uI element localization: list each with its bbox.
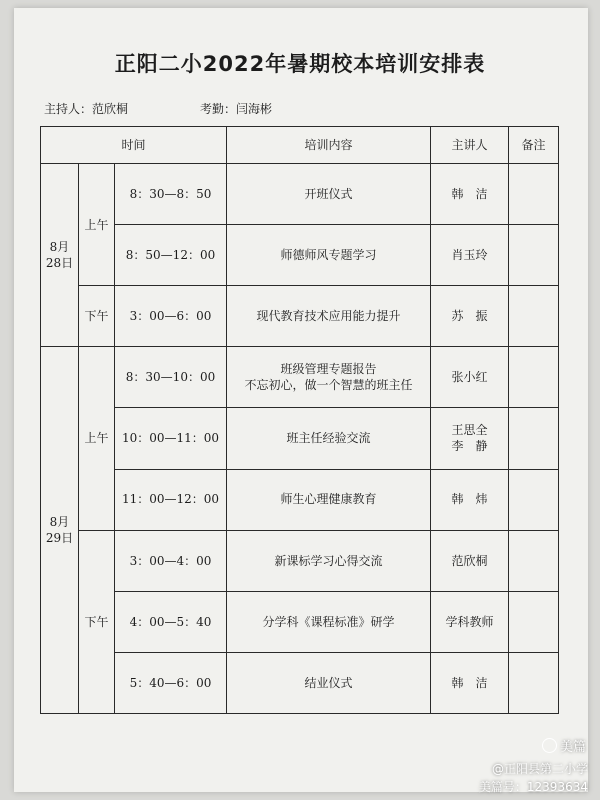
host-label: 主持人：范欣桐: [44, 102, 129, 116]
time-text: 10：00—11：00: [121, 431, 220, 446]
time-text: 8：30—8：50: [129, 187, 212, 202]
time-cell: [115, 164, 227, 225]
speaker-text: 韩 炜: [451, 492, 488, 507]
content-cell: [227, 164, 431, 225]
notes-cell: [509, 652, 559, 713]
period-cell: 下午: [79, 530, 115, 713]
time-cell: [115, 347, 227, 408]
time-text: 3：00—4：00: [129, 553, 212, 568]
content-text: 师德师风专题学习: [280, 248, 377, 263]
header-speaker: 主讲人: [431, 127, 509, 164]
time-text: 11：00—12：00: [121, 492, 220, 507]
time-cell: [115, 591, 227, 652]
date-cell: [41, 164, 79, 347]
content-cell: [227, 591, 431, 652]
speaker-text: 范欣桐: [451, 553, 488, 568]
speaker-text: 韩 洁: [451, 675, 488, 690]
time-cell: [115, 469, 227, 530]
speaker-cell: [431, 225, 509, 286]
speaker-cell: [431, 652, 509, 713]
time-text: 3：00—6：00: [129, 309, 212, 324]
header-time: 时间: [41, 127, 227, 164]
content-text: 结业仪式: [304, 675, 353, 690]
table-row: [41, 347, 559, 408]
date-text: 8月 29日: [45, 514, 74, 546]
table-row: [41, 652, 559, 713]
speaker-text: 学科教师: [445, 614, 494, 629]
speaker-cell: [431, 347, 509, 408]
content-cell: [227, 408, 431, 469]
speaker-cell: [431, 591, 509, 652]
page-title: 正阳二小2022年暑期校本培训安排表: [114, 52, 486, 76]
notes-cell: [509, 408, 559, 469]
table-row: [41, 164, 559, 225]
time-text: 8：30—10：00: [125, 370, 216, 385]
notes-cell: [509, 347, 559, 408]
content-cell: [227, 225, 431, 286]
time-cell: [115, 286, 227, 347]
table-row: [41, 286, 559, 347]
content-cell: [227, 469, 431, 530]
notes-cell: [509, 469, 559, 530]
notes-cell: [509, 164, 559, 225]
speaker-cell: [431, 530, 509, 591]
content-text: 班级管理专题报告 不忘初心，做一个智慧的班主任: [244, 362, 413, 393]
header-content: 培训内容: [227, 127, 431, 164]
speaker-cell: [431, 286, 509, 347]
table-row: [41, 530, 559, 591]
date-cell: [41, 347, 79, 714]
content-text: 新课标学习心得交流: [274, 553, 383, 568]
content-text: 分学科《课程标准》研学: [262, 614, 395, 629]
speaker-text: 张小红: [451, 370, 488, 385]
period-cell: 上午: [79, 164, 115, 286]
watermark-number: 美篇号：12393634: [478, 780, 588, 794]
speaker-cell: [431, 164, 509, 225]
notes-cell: [509, 225, 559, 286]
content-cell: [227, 286, 431, 347]
time-text: 8：50—12：00: [125, 248, 216, 263]
content-text: 开班仪式: [304, 187, 353, 202]
period-cell: 下午: [79, 286, 115, 347]
attendance-label: 考勤：闫海彬: [200, 102, 273, 116]
header-notes: 备注: [509, 127, 559, 164]
meipian-logo-icon: [542, 738, 557, 753]
notes-cell: [509, 591, 559, 652]
time-cell: [115, 652, 227, 713]
content-cell: [227, 652, 431, 713]
speaker-cell: [431, 469, 509, 530]
time-cell: [115, 225, 227, 286]
content-text: 现代教育技术应用能力提升: [256, 309, 401, 324]
table-row: [41, 225, 559, 286]
watermark-account: @正阳县第二小学: [491, 762, 588, 776]
table-row: [41, 408, 559, 469]
content-text: 师生心理健康教育: [280, 492, 377, 507]
schedule-table: [40, 126, 559, 714]
content-cell: [227, 530, 431, 591]
table-row: [41, 591, 559, 652]
watermark-brand-text: 美篇: [559, 740, 586, 755]
table-header-row: [41, 127, 559, 164]
content-cell: [227, 347, 431, 408]
notes-cell: [509, 286, 559, 347]
time-cell: [115, 530, 227, 591]
speaker-text: 韩 洁: [451, 187, 488, 202]
speaker-text: 肖玉玲: [451, 248, 488, 263]
speaker-text: 苏 振: [451, 309, 488, 324]
speaker-text: 王思全 李 静: [451, 423, 488, 454]
date-text: 8月 28日: [45, 240, 74, 271]
time-text: 5：40—6：00: [129, 675, 212, 690]
time-cell: [115, 408, 227, 469]
watermark-brand: [542, 736, 586, 755]
table-row: [41, 469, 559, 530]
notes-cell: [509, 530, 559, 591]
period-cell: 上午: [79, 347, 115, 530]
content-text: 班主任经验交流: [286, 431, 371, 446]
time-text: 4：00—5：40: [129, 614, 212, 629]
speaker-cell: [431, 408, 509, 469]
